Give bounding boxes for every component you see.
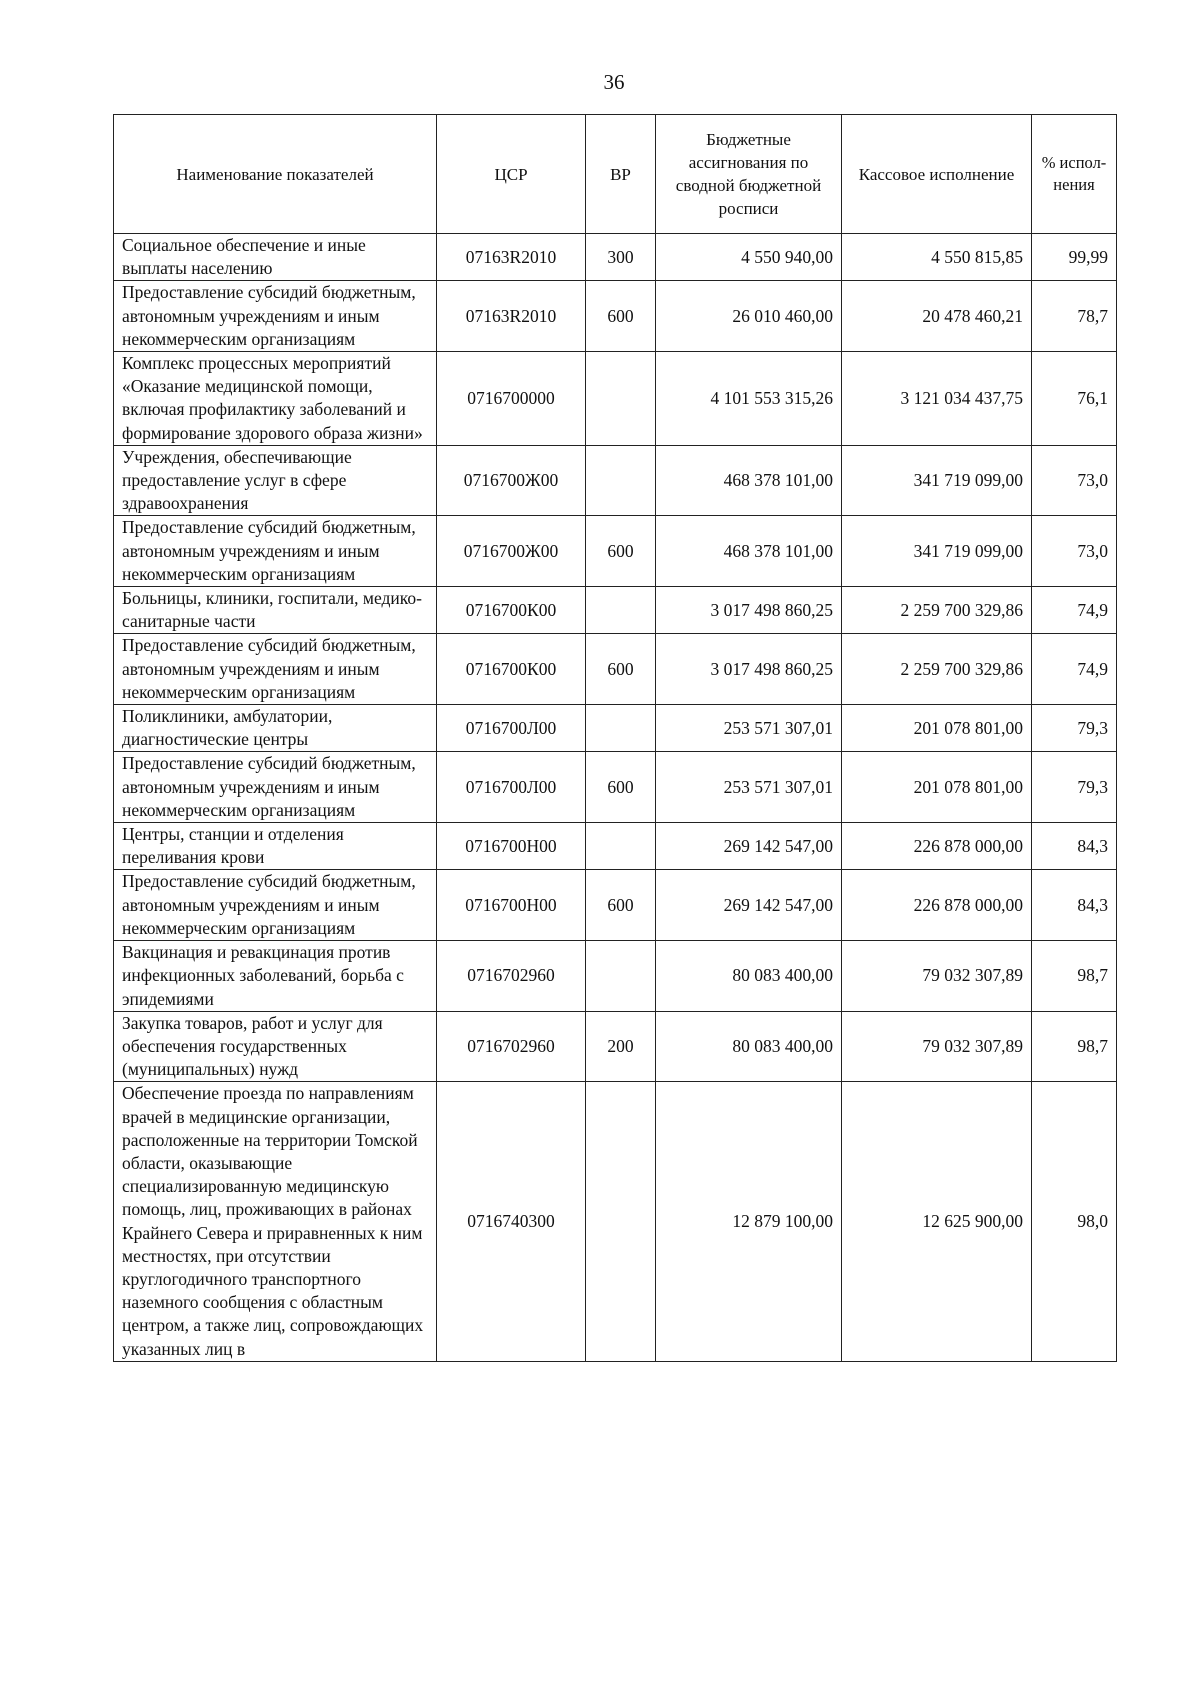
row-csr: 0716700Ж00 xyxy=(437,516,586,587)
row-pct: 73,0 xyxy=(1032,516,1117,587)
header-csr: ЦСР xyxy=(437,115,586,234)
row-vr xyxy=(586,587,656,634)
row-name: Предоставление субсидий бюджетным, автономным учреждениям и иным некоммерческим организациям xyxy=(114,516,437,587)
row-budget: 269 142 547,00 xyxy=(656,870,842,941)
row-name: Закупка товаров, работ и услуг для обеспечения государственных (муниципальных) нужд xyxy=(114,1011,437,1082)
row-csr: 07163R2010 xyxy=(437,281,586,352)
row-vr xyxy=(586,823,656,870)
row-budget: 4 550 940,00 xyxy=(656,234,842,281)
row-pct: 76,1 xyxy=(1032,352,1117,446)
row-csr: 0716700Н00 xyxy=(437,823,586,870)
row-pct: 84,3 xyxy=(1032,823,1117,870)
row-csr: 0716702960 xyxy=(437,1011,586,1082)
table-row xyxy=(114,941,1117,1012)
row-budget: 3 017 498 860,25 xyxy=(656,634,842,705)
row-pct: 99,99 xyxy=(1032,234,1117,281)
row-cash: 79 032 307,89 xyxy=(842,1011,1032,1082)
table-row xyxy=(114,823,1117,870)
row-name: Предоставление субсидий бюджетным, автономным учреждениям и иным некоммерческим организациям xyxy=(114,870,437,941)
row-cash: 12 625 900,00 xyxy=(842,1082,1032,1361)
row-pct: 79,3 xyxy=(1032,752,1117,823)
row-vr: 300 xyxy=(586,234,656,281)
row-pct: 98,0 xyxy=(1032,1082,1117,1361)
table-row xyxy=(114,634,1117,705)
table-row xyxy=(114,281,1117,352)
budget-execution-table xyxy=(113,114,1117,1362)
row-cash: 341 719 099,00 xyxy=(842,516,1032,587)
row-vr xyxy=(586,1082,656,1361)
row-name: Предоставление субсидий бюджетным, автономным учреждениям и иным некоммерческим организациям xyxy=(114,634,437,705)
row-pct: 78,7 xyxy=(1032,281,1117,352)
row-budget: 3 017 498 860,25 xyxy=(656,587,842,634)
row-budget: 253 571 307,01 xyxy=(656,752,842,823)
row-csr: 0716702960 xyxy=(437,941,586,1012)
row-budget: 468 378 101,00 xyxy=(656,445,842,516)
row-cash: 2 259 700 329,86 xyxy=(842,587,1032,634)
row-cash: 4 550 815,85 xyxy=(842,234,1032,281)
row-cash: 2 259 700 329,86 xyxy=(842,634,1032,705)
header-vr: ВР xyxy=(586,115,656,234)
row-vr: 600 xyxy=(586,634,656,705)
row-csr: 0716740300 xyxy=(437,1082,586,1361)
row-csr: 0716700К00 xyxy=(437,587,586,634)
table-row xyxy=(114,870,1117,941)
row-budget: 253 571 307,01 xyxy=(656,705,842,752)
row-cash: 201 078 801,00 xyxy=(842,705,1032,752)
table-header-row xyxy=(114,115,1117,234)
row-vr xyxy=(586,445,656,516)
row-csr: 07163R2010 xyxy=(437,234,586,281)
row-pct: 73,0 xyxy=(1032,445,1117,516)
row-csr: 0716700Л00 xyxy=(437,705,586,752)
row-name: Вакцинация и ревакцинация против инфекционных заболеваний, борьба с эпидемиями xyxy=(114,941,437,1012)
row-cash: 341 719 099,00 xyxy=(842,445,1032,516)
header-cash: Кассовое исполнение xyxy=(842,115,1032,234)
row-cash: 226 878 000,00 xyxy=(842,870,1032,941)
row-budget: 12 879 100,00 xyxy=(656,1082,842,1361)
table-row xyxy=(114,705,1117,752)
row-csr: 0716700Л00 xyxy=(437,752,586,823)
row-name: Больницы, клиники, госпитали, медико-санитарные части xyxy=(114,587,437,634)
table-row xyxy=(114,445,1117,516)
table-row xyxy=(114,752,1117,823)
header-name: Наименование показателей xyxy=(114,115,437,234)
row-cash: 226 878 000,00 xyxy=(842,823,1032,870)
table-row xyxy=(114,352,1117,446)
row-vr: 600 xyxy=(586,516,656,587)
page-number: 36 xyxy=(603,70,625,94)
row-vr xyxy=(586,941,656,1012)
row-csr: 0716700К00 xyxy=(437,634,586,705)
row-budget: 80 083 400,00 xyxy=(656,941,842,1012)
row-pct: 98,7 xyxy=(1032,1011,1117,1082)
row-vr xyxy=(586,705,656,752)
row-name: Социальное обеспечение и иные выплаты населению xyxy=(114,234,437,281)
row-name: Поликлиники, амбулатории, диагностические центры xyxy=(114,705,437,752)
row-vr xyxy=(586,352,656,446)
row-budget: 80 083 400,00 xyxy=(656,1011,842,1082)
row-csr: 0716700Н00 xyxy=(437,870,586,941)
row-name: Учреждения, обеспечивающие предоставление услуг в сфере здравоохранения xyxy=(114,445,437,516)
row-budget: 26 010 460,00 xyxy=(656,281,842,352)
row-vr: 600 xyxy=(586,752,656,823)
row-pct: 74,9 xyxy=(1032,634,1117,705)
row-cash: 201 078 801,00 xyxy=(842,752,1032,823)
row-name: Комплекс процессных мероприятий «Оказание медицинской помощи, включая профилактику заболеваний и формирование здорового образа жизни» xyxy=(114,352,437,446)
row-pct: 79,3 xyxy=(1032,705,1117,752)
row-pct: 98,7 xyxy=(1032,941,1117,1012)
table-row xyxy=(114,1082,1117,1361)
row-csr: 0716700Ж00 xyxy=(437,445,586,516)
row-vr: 600 xyxy=(586,870,656,941)
table-row xyxy=(114,234,1117,281)
row-name: Центры, станции и отделения переливания крови xyxy=(114,823,437,870)
row-name: Предоставление субсидий бюджетным, автономным учреждениям и иным некоммерческим организациям xyxy=(114,281,437,352)
header-pct: % испол-нения xyxy=(1032,115,1117,234)
table-row xyxy=(114,587,1117,634)
row-pct: 74,9 xyxy=(1032,587,1117,634)
row-name: Обеспечение проезда по направлениям врачей в медицинские организации, расположенные на территории Томской области, оказывающие специализированную медицинскую помощь, лиц, проживающих в районах Крайнего Севера и приравненных к ним местностях, при отсутствии круглогодичного транспортного наземного сообщения с областным центром, а также лиц, сопровождающих указанных лиц в xyxy=(114,1082,437,1361)
header-budget: Бюджетные ассигнования по сводной бюджетной росписи xyxy=(656,115,842,234)
row-cash: 79 032 307,89 xyxy=(842,941,1032,1012)
table-row xyxy=(114,516,1117,587)
row-budget: 4 101 553 315,26 xyxy=(656,352,842,446)
row-budget: 468 378 101,00 xyxy=(656,516,842,587)
row-cash: 3 121 034 437,75 xyxy=(842,352,1032,446)
row-vr: 600 xyxy=(586,281,656,352)
table-row xyxy=(114,1011,1117,1082)
row-csr: 0716700000 xyxy=(437,352,586,446)
row-cash: 20 478 460,21 xyxy=(842,281,1032,352)
row-budget: 269 142 547,00 xyxy=(656,823,842,870)
row-vr: 200 xyxy=(586,1011,656,1082)
row-name: Предоставление субсидий бюджетным, автономным учреждениям и иным некоммерческим организациям xyxy=(114,752,437,823)
row-pct: 84,3 xyxy=(1032,870,1117,941)
